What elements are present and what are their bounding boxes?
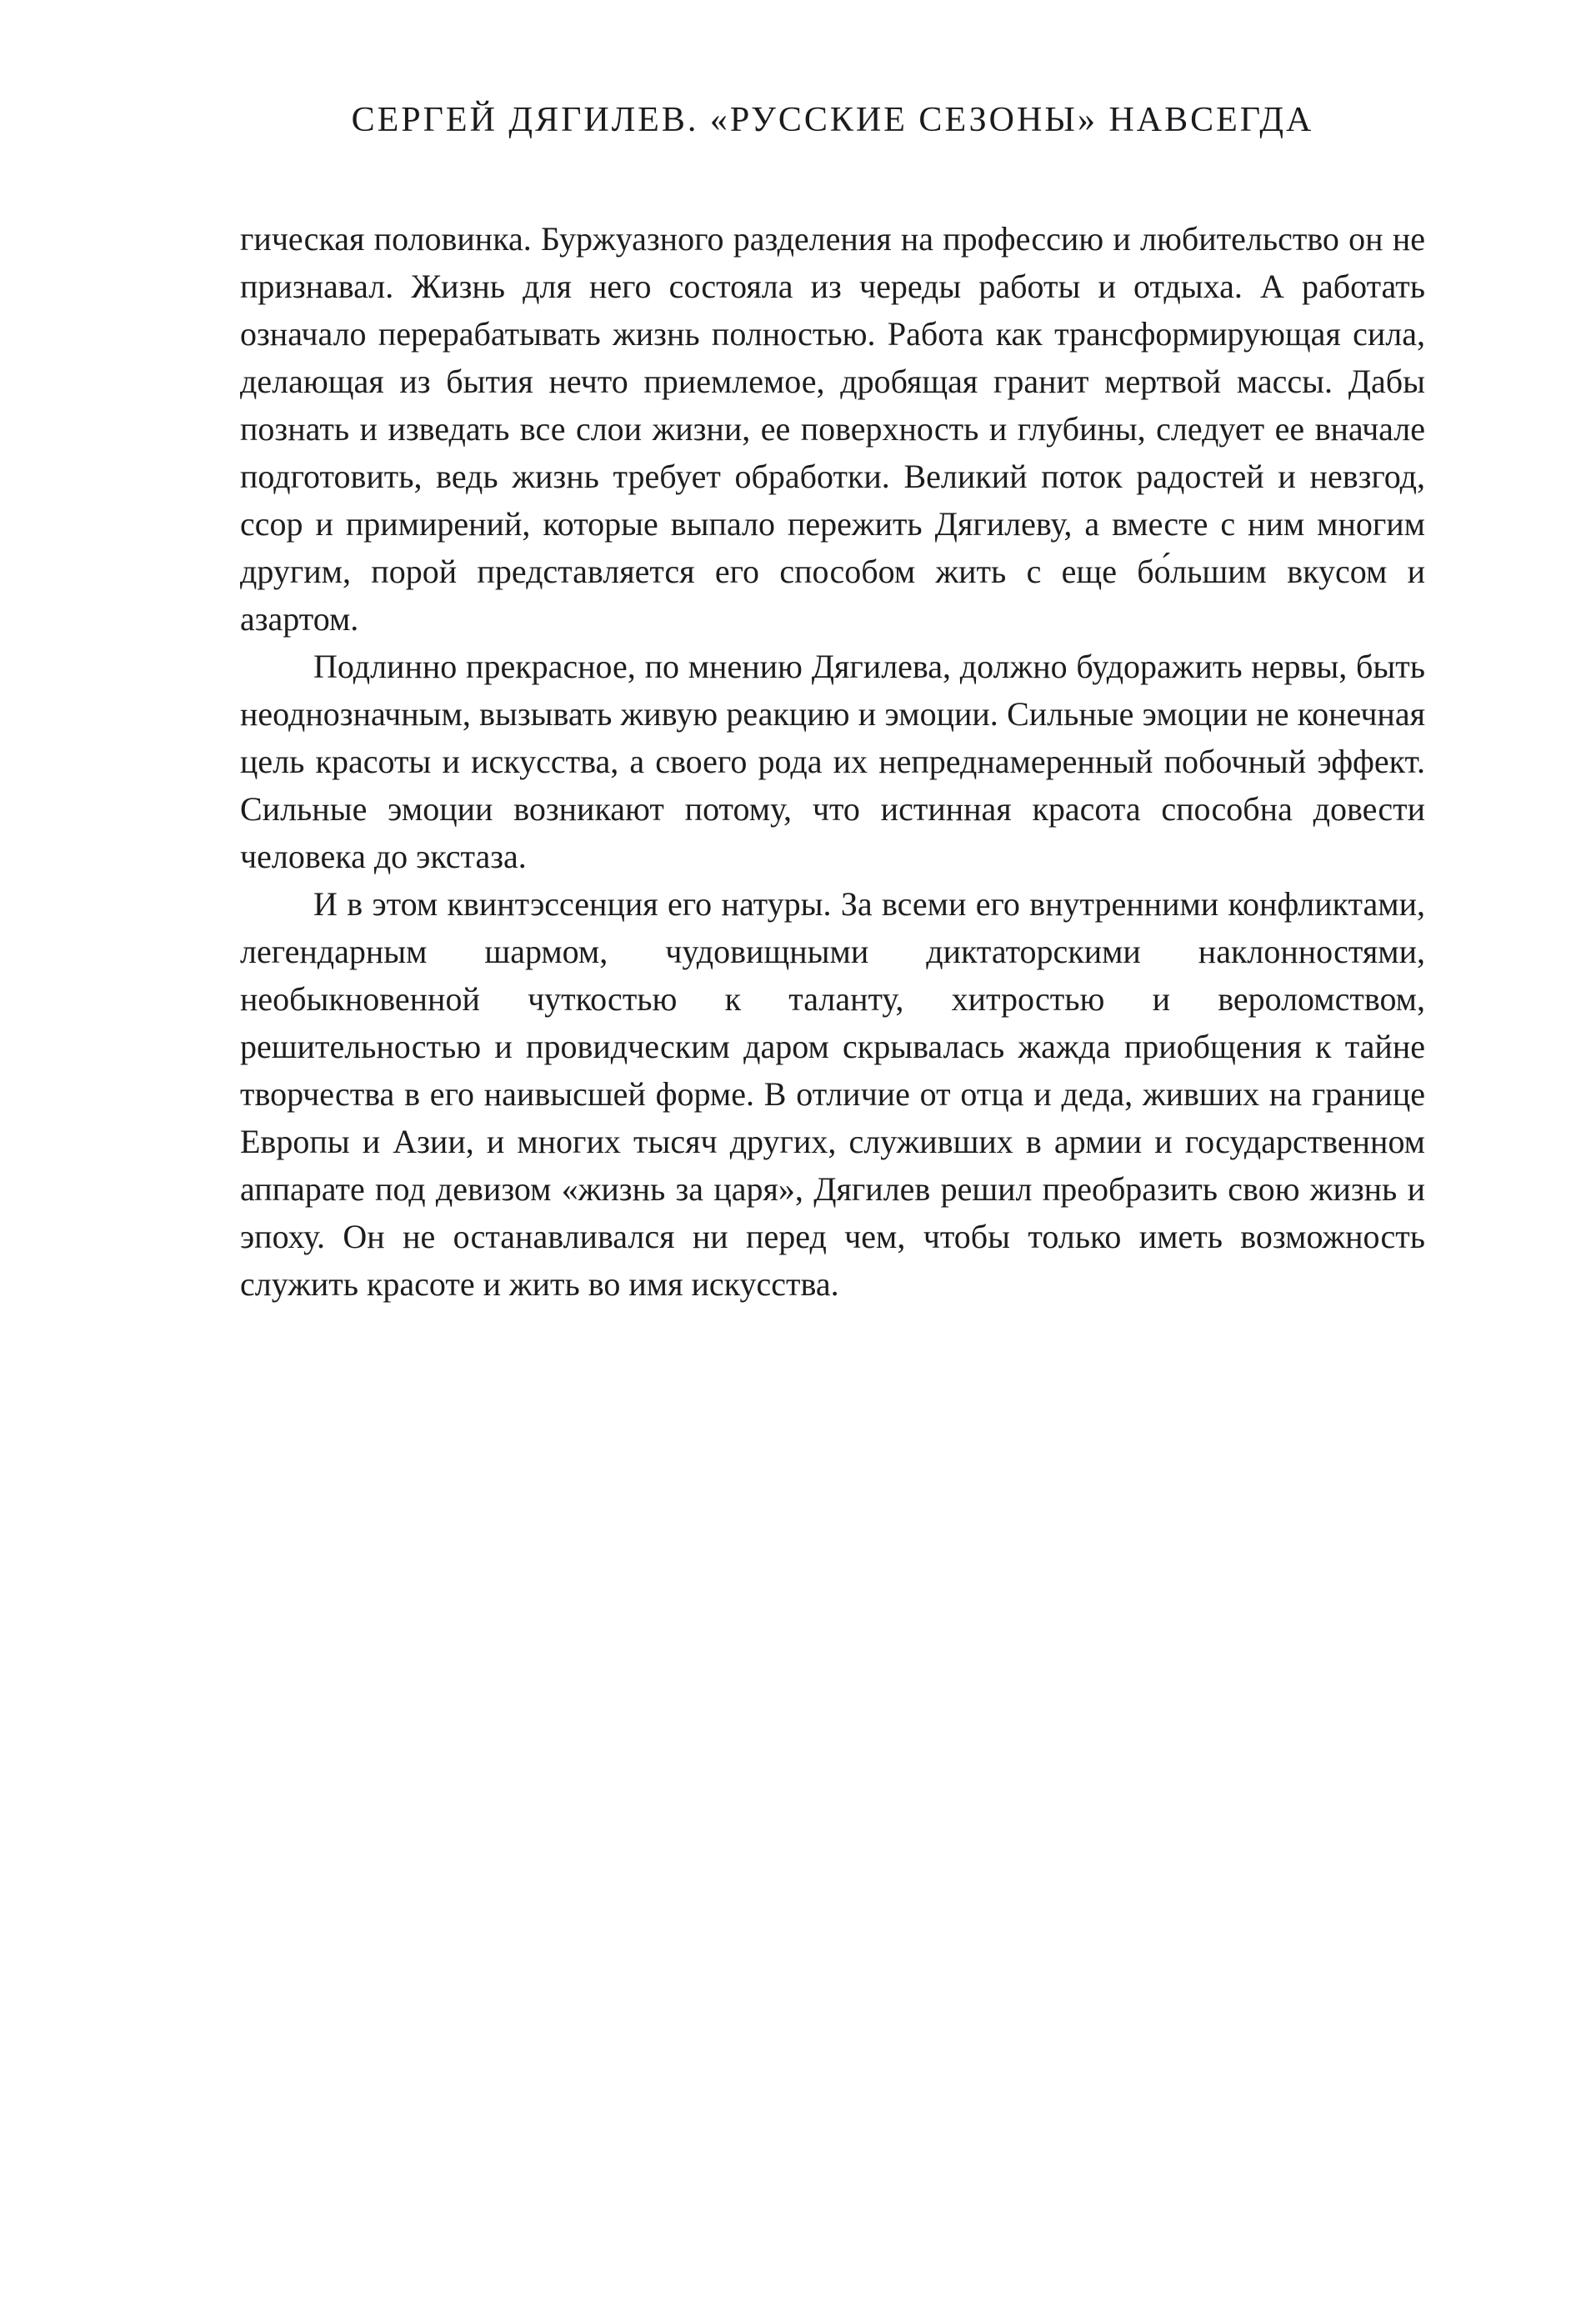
running-head: СЕРГЕЙ ДЯГИЛЕВ. «РУССКИЕ СЕЗОНЫ» НАВСЕГДА [351,101,1314,139]
paragraph-2: Подлинно прекрасное, по мнению Дягилева, должно будоражить нервы, быть неоднозначным, вызывать живую реакцию и эмоции. Сильные эмоции не конечная цель красоты и искусства, а своего рода их непреднамеренный побочный эффект. Сильные эмоции возникают потому, что истинная красота способна довести человека до экстаза. [240,648,1425,875]
paragraph-3: И в этом квинтэссенция его натуры. За всеми его внутренними конфликтами, легендарным шармом, чудовищными диктаторскими наклонностями, необыкновенной чуткостью к таланту, хитростью и вероломством, решительностью и провидческим даром скрывалась жажда приобщения к тайне творчества в его наивысшей форме. В отличие от отца и деда, живших на границе Европы и Азии, и многих тысяч других, служивших в армии и государственном аппарате под девизом «жизнь за царя», Дягилев решил преобразить свою жизнь и эпоху. Он не останавливался ни перед чем, чтобы только иметь возможность служить красоте и жить во имя искусства. [240,885,1425,1303]
paragraph-1: гическая половинка. Буржуазного разделения на профессию и любительство он не признавал. Жизнь для него состояла из череды работы и отдыха. А работать означало перерабатывать жизнь полностью. Работа как трансформирующая сила, делающая из бытия нечто приемлемое, дробящая гранит мертвой массы. Дабы познать и изведать все слои жизни, ее поверхность и глубины, следует ее вначале подготовить, ведь жизнь требует обработки. Великий поток радостей и невзгод, ссор и примирений, которые выпало пережить Дягилеву, а вместе с ним многим другим, порой представляется его способом жить с еще бо́льшим вкусом и азартом. [240,220,1425,638]
body-text [240,215,1425,1308]
